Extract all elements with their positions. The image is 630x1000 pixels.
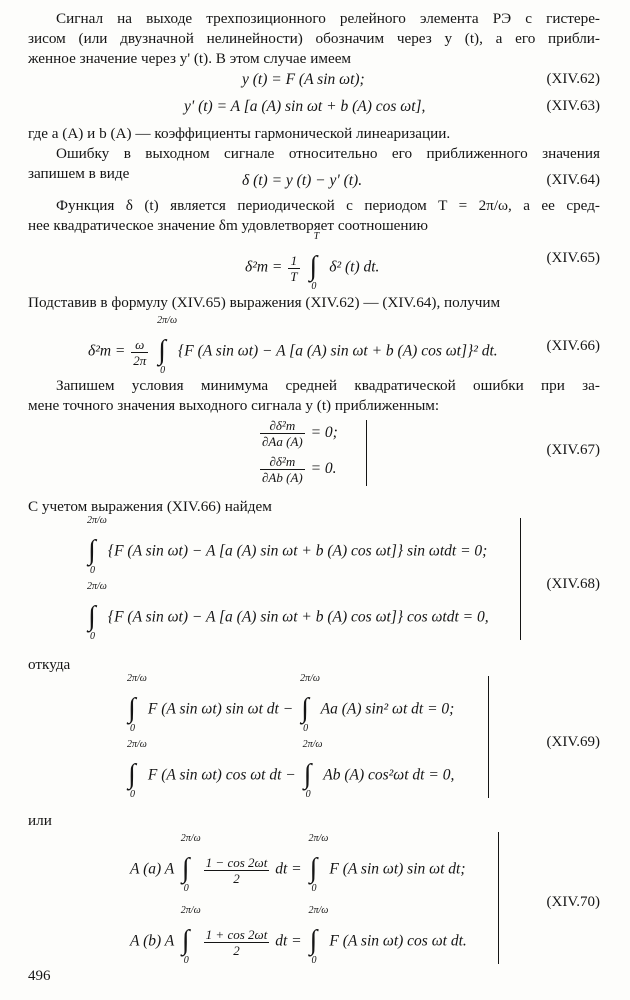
text-line: откуда	[28, 656, 71, 673]
equation-body: dt =	[275, 860, 302, 878]
equation-number: (XIV.63)	[546, 98, 600, 114]
equation-number: (XIV.64)	[546, 172, 600, 188]
equation-body: F (A sin ωt) sin ωt dt;	[329, 860, 466, 878]
text-line: женное значение через y' (t). В этом случае имеем	[28, 50, 352, 67]
equation-body: δ (t) = y (t) − y' (t).	[242, 172, 363, 189]
fraction: $\frac{1}{T}$	[290, 252, 298, 284]
text-line: запишем в виде	[28, 165, 130, 182]
equation-body: = 0.	[310, 460, 337, 478]
equation-xiv-66	[0, 315, 630, 376]
equation-body: dt =	[275, 932, 302, 950]
equation-number: (XIV.65)	[546, 250, 600, 266]
fraction: $\frac{\text{∂δ²m}}{\partial Ab (A)}$	[262, 454, 303, 485]
text-line: где a (A) и b (A) — коэффициенты гармонической линеаризации.	[28, 125, 451, 142]
text-line: Ошибку в выходном сигнале относительно его приближенного значения	[56, 145, 600, 162]
integral-sign: 2π/ω ∫ 0	[308, 833, 329, 894]
fraction: $\frac{\text{∂δ²m}}{\partial Aa (A)}$	[262, 418, 303, 449]
brace	[478, 676, 489, 798]
brace	[356, 420, 367, 486]
text-line: нее квадратическое значение δm удовлетворяет соотношению	[28, 217, 428, 234]
page-number: 496	[28, 968, 51, 984]
equation-xiv-68	[0, 516, 630, 646]
equation-number: (XIV.69)	[546, 734, 600, 750]
integral-sign: T ∫ 0	[309, 231, 320, 292]
equation-number: (XIV.62)	[546, 71, 600, 87]
equation-xiv-69	[0, 674, 630, 804]
equation-body: F (A sin ωt) cos ωt dt.	[329, 932, 467, 950]
fraction: $\frac{1 + \cos 2\omega t}{2}$	[205, 926, 268, 958]
text-line: Подставив в формулу (XIV.65) выражения (XIV.62) — (XIV.64), получим	[28, 294, 501, 311]
equation-xiv-70	[0, 830, 630, 970]
equation-body: y (t) = F (A sin ωt);	[242, 71, 365, 88]
equation-body: F (A sin ωt) sin ωt dt −	[147, 700, 294, 718]
text-line: С учетом выражения (XIV.66) найдем	[28, 498, 272, 515]
equation-body: y' (t) = A [a (A) sin ωt + b (A) cos ωt],	[184, 98, 426, 115]
integral-sign: 2π/ω ∫ 0	[127, 673, 147, 734]
equation-body: Aa (A) sin² ωt dt = 0;	[320, 700, 455, 718]
equation-lhs: A (b) A	[130, 932, 174, 950]
equation-body: = 0;	[310, 424, 338, 442]
equation-body: {F (A sin ωt) − A [a (A) sin ωt + b (A) cos ωt]}² dt.	[178, 342, 498, 360]
integral-sign: 2π/ω ∫ 0	[302, 739, 323, 800]
integral-sign: 2π/ω ∫ 0	[180, 833, 201, 894]
fraction: $\frac{1 - \cos 2\omega t}{2}$	[205, 854, 268, 886]
equation-number: (XIV.66)	[546, 338, 600, 354]
equation-xiv-62	[0, 71, 630, 101]
integral-sign: 2π/ω ∫ 0	[127, 739, 147, 800]
equation-body: Ab (A) cos²ωt dt = 0,	[323, 766, 455, 784]
text-line: Запишем условия минимума средней квадратической ошибки при за-	[56, 377, 600, 394]
equation-body: {F (A sin ωt) − A [a (A) sin ωt + b (A) cos ωt]} cos ωtdt = 0,	[107, 608, 489, 626]
integral-sign: 2π/ω ∫ 0	[300, 673, 320, 734]
integral-sign: 2π/ω ∫ 0	[87, 515, 107, 576]
equation-xiv-67	[0, 418, 630, 490]
integral-sign: 2π/ω ∫ 0	[308, 905, 329, 966]
equation-lhs: A (a) A	[130, 860, 174, 878]
equation-body: F (A sin ωt) cos ωt dt −	[147, 766, 296, 784]
text-line: мене точного значения выходного сигнала y (t) приближенным:	[28, 397, 440, 414]
equation-lhs: δ²m =	[245, 258, 283, 276]
equation-number: (XIV.67)	[546, 442, 600, 458]
equation-number: (XIV.70)	[546, 894, 600, 910]
equation-lhs: δ²m =	[88, 342, 126, 360]
integral-sign: 2π/ω ∫ 0	[157, 315, 178, 376]
text-line: Функция δ (t) является периодической с периодом T = 2π/ω, а ее сред-	[56, 197, 600, 214]
text-line: зисом (или двузначной нелинейности) обозначим через y (t), а его прибли-	[28, 30, 600, 47]
equation-xiv-65	[0, 231, 630, 292]
text-line: или	[28, 812, 52, 829]
equation-xiv-63	[0, 98, 630, 128]
brace	[488, 832, 499, 964]
equation-body: {F (A sin ωt) − A [a (A) sin ωt + b (A) cos ωt]} sin ωtdt = 0;	[107, 542, 488, 560]
integral-sign: 2π/ω ∫ 0	[180, 905, 201, 966]
text-line: Сигнал на выходе трехпозиционного релейного элемента РЭ с гистере-	[56, 10, 600, 27]
brace	[510, 518, 521, 640]
equation-body: δ² (t) dt.	[329, 258, 380, 276]
integral-sign: 2π/ω ∫ 0	[87, 581, 107, 642]
fraction: $\frac{\omega}{2\pi}$	[133, 336, 147, 368]
equation-number: (XIV.68)	[546, 576, 600, 592]
